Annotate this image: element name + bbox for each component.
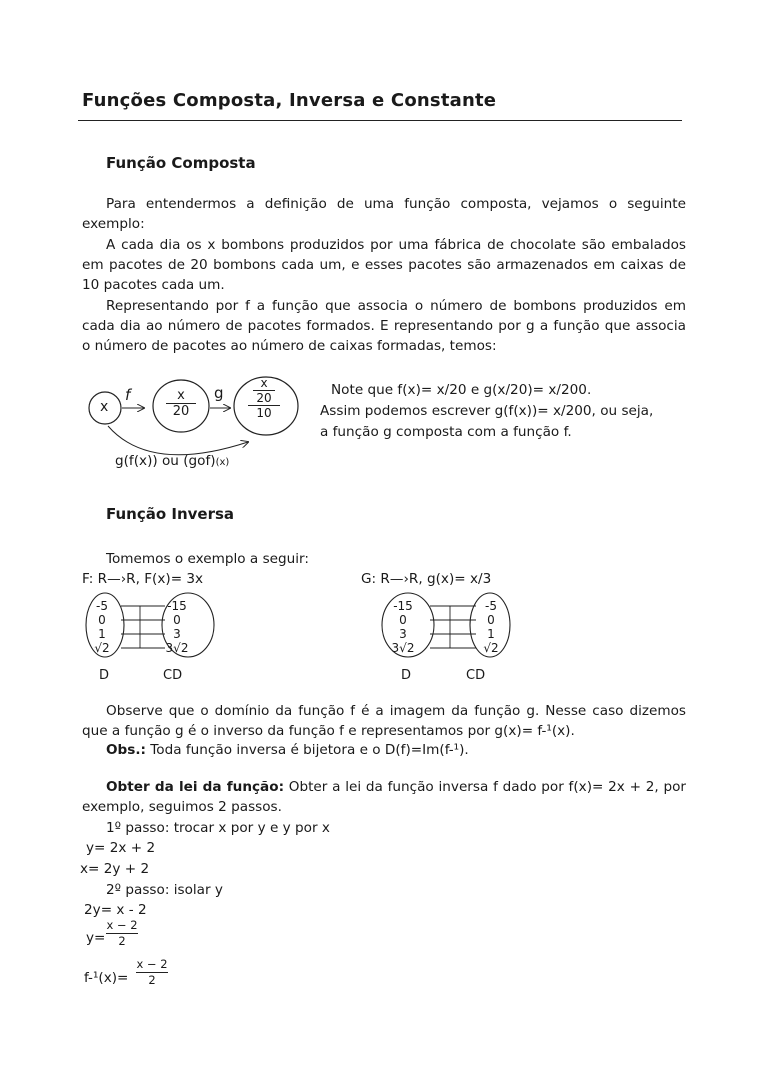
fraction-outer-denominator: 10 <box>256 406 272 420</box>
fraction-x-over-20 <box>166 389 196 418</box>
fraction-x20-over-10 <box>248 377 280 419</box>
composta-paragraph-2: A cada dia os x bombons produzidos por uma fábrica de chocolate são embalados em pacotes de 20 bombons cada um, e esses pacotes são armazenados em caixas de 10 pacotes cada um. <box>82 237 686 294</box>
composta-paragraph-1: Para entendermos a definição de uma função composta, vejamos o seguinte exemplo: <box>82 196 686 233</box>
step-2: 2º passo: isolar y <box>106 882 223 898</box>
equation-5-lhs: f-¹(x)= <box>84 970 129 986</box>
domain-label-g: D <box>401 668 412 683</box>
section-heading-composta: Função Composta <box>106 154 256 172</box>
node-x-label: x <box>100 399 109 415</box>
codomain-f: -15 0 3 3√2 <box>165 599 189 655</box>
step-1: 1º passo: trocar x por y e y por x <box>106 820 330 836</box>
domain-g: -15 0 3 3√2 <box>391 599 415 655</box>
section-heading-inversa: Função Inversa <box>106 505 235 523</box>
inversa-intro: Tomemos o exemplo a seguir: <box>106 551 309 567</box>
composition-caption: g(f(x)) ou (gof)(x) <box>115 453 230 469</box>
function-f-definition: F: R—›R, F(x)= 3x <box>82 571 204 587</box>
arrow-f-label: f <box>125 386 131 404</box>
fraction-denominator: 20 <box>172 404 190 419</box>
function-g-definition: G: R—›R, g(x)= x/3 <box>361 571 492 587</box>
equation-1: y= 2x + 2 <box>86 840 156 856</box>
codomain-label-f: CD <box>163 668 183 683</box>
fraction-inner-numerator: x <box>260 376 268 390</box>
equation-3: 2y= x - 2 <box>84 902 147 918</box>
note-line-2: Assim podemos escrever g(f(x))= x/200, ou seja, <box>320 403 654 419</box>
page-title: Funções Composta, Inversa e Constante <box>82 90 497 111</box>
codomain-label-g: CD <box>466 668 486 683</box>
composta-paragraph-3: Representando por f a função que associa o número de bombons produzidos em cada dia ao número de pacotes formados. E representando por g a função que associa o número de pacotes ao número de caixas formadas, temos: <box>82 298 686 355</box>
note-line-3: a função g composta com a função f. <box>320 424 572 440</box>
note-line-1: Note que f(x)= x/20 e g(x/20)= x/200. <box>331 382 592 398</box>
observe-paragraph: Observe que o domínio da função f é a imagem da função g. Nesse caso dizemos que a função g é o inverso da função f e representamos por g(x)= f-¹(x). <box>82 703 686 740</box>
obter-paragraph: Obter da lei da função: Obter a lei da função inversa f dado por f(x)= 2x + 2, por exemplo, seguimos 2 passos. <box>82 779 686 816</box>
domain-f: -5 0 1 √2 <box>94 599 110 655</box>
equation-2: x= 2y + 2 <box>80 861 150 877</box>
composite-arrow <box>108 426 248 455</box>
title-divider <box>78 120 682 121</box>
equation-4-lhs: y= <box>86 930 106 946</box>
codomain-g: -5 0 1 √2 <box>483 599 499 655</box>
fraction-inner-denominator: 20 <box>256 391 272 405</box>
arrow-g-label: g <box>214 384 224 402</box>
fraction-numerator: x <box>177 388 185 403</box>
domain-label-f: D <box>99 668 110 683</box>
obs-line: Obs.: Toda função inversa é bijetora e o D(f)=Im(f-¹). <box>106 742 469 758</box>
equation-5-fraction: x − 2 2 <box>136 957 168 987</box>
equation-4-fraction: x − 2 2 <box>106 918 138 948</box>
